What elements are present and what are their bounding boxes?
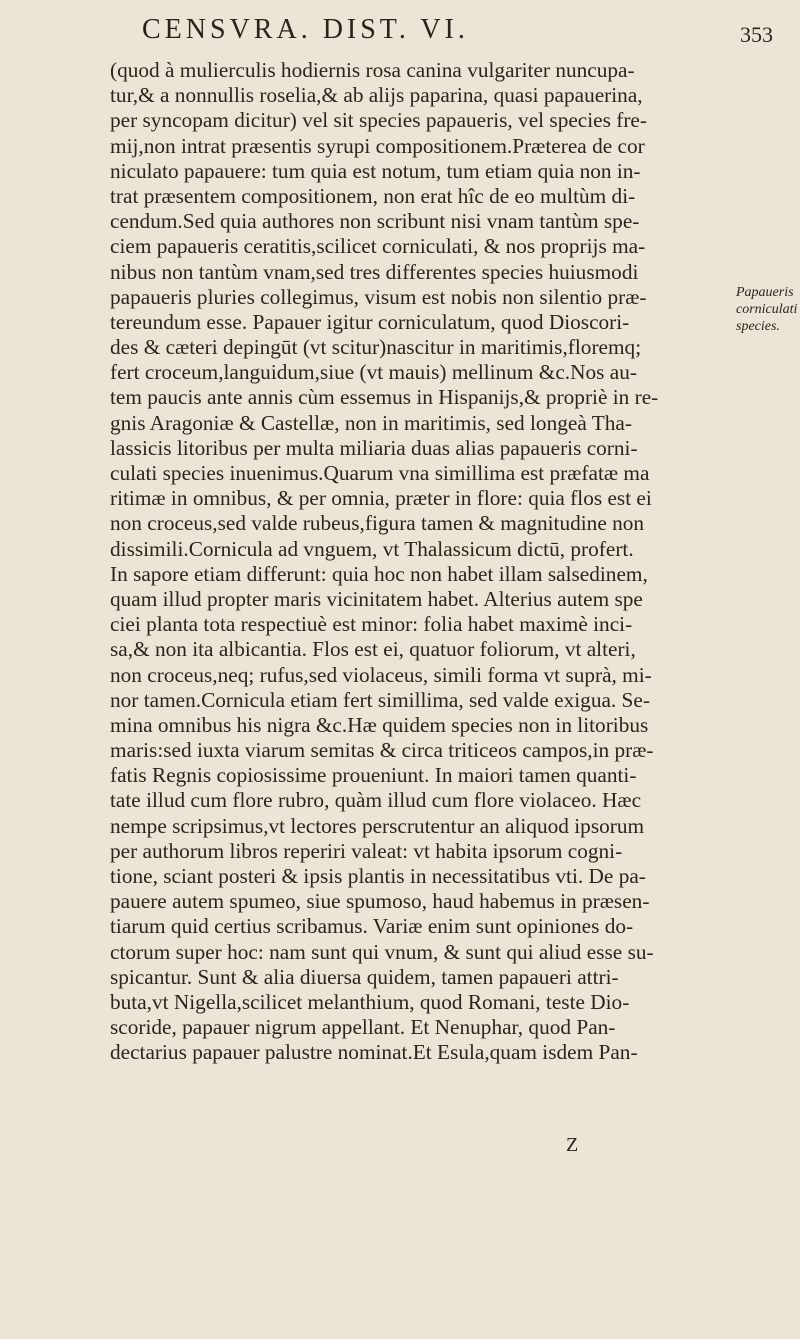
text-line: per syncopam dicitur) vel sit species papaueris, vel species fre- <box>110 108 647 133</box>
text-line: ctorum super hoc: nam sunt qui vnum, & sunt qui aliud esse su- <box>110 939 654 964</box>
text-line: papaueris pluries collegimus, visum est nobis non silentio præ- <box>110 284 647 309</box>
text-line: sa,& non ita albicantia. Flos est ei, quatuor foliorum, vt alteri, <box>110 637 636 662</box>
text-line: tione, sciant posteri & ipsis plantis in necessitatibus vti. De pa- <box>110 864 646 888</box>
text-line: tereundum esse. Papauer igitur corniculatum, quod Dioscori- <box>110 309 630 334</box>
text-line: tur,& a nonnullis roselia,& ab alijs paparina, quasi papauerina, <box>110 83 643 108</box>
text-line: quam illud propter maris vicinitatem habet. Alterius autem spe <box>110 586 643 611</box>
marginal-note <box>736 284 800 335</box>
text-line: nibus non tantùm vnam,sed tres differentes species huiusmodi <box>110 259 639 284</box>
text-line: dissimili.Cornicula ad vnguem, vt Thalassicum dictū, profert. <box>110 536 634 561</box>
text-line: gnis Aragoniæ & Castellæ, non in maritimis, sed longeà Tha- <box>110 410 632 435</box>
text-line: mina omnibus his nigra &c.Hæ quidem species non in litoribus <box>110 712 649 737</box>
text-line: cendum.Sed quia authores non scribunt nisi vnam tantùm spe- <box>110 209 640 234</box>
text-line: mij,non intrat præsentis syrupi compositionem.Præterea de cor <box>110 133 645 158</box>
signature-mark: Z <box>566 1134 579 1156</box>
text-line: fatis Regnis copiosissime proueniunt. In maiori tamen quanti- <box>110 763 637 788</box>
text-line: des & cæteri depingūt (vt scitur)nascitur in maritimis,floremq; <box>110 335 642 360</box>
text-line: ciem papaueris ceratitis,scilicet corniculati, & nos proprijs ma- <box>110 234 646 259</box>
text-line: per authorum libros reperiri valeat: vt habita ipsorum cogni- <box>110 838 623 863</box>
text-line: tem paucis ante annis cùm essemus in Hispanijs,& propriè in re- <box>110 385 659 410</box>
text-line: ritimæ in omnibus, & per omnia, præter in flore: quia flos est ei <box>110 486 652 511</box>
main-text-block <box>110 58 730 1066</box>
running-title: CENSVRA. DIST. VI. <box>142 14 469 45</box>
marginal-note-line: corniculati <box>736 302 798 317</box>
marginal-note-line: species. <box>736 319 780 334</box>
text-line: culati species inuenimus.Quarum vna simillima est præfatæ ma <box>110 461 650 485</box>
text-line: non croceus,sed valde rubeus,figura tamen & magnitudine non <box>110 511 645 536</box>
text-line: niculato papauere: tum quia est notum, tum etiam quia non in- <box>110 158 641 183</box>
text-line: (quod à mulierculis hodiernis rosa canina vulgariter nuncupa- <box>110 58 635 82</box>
text-line: nempe scripsimus,vt lectores perscrutentur an aliquod ipsorum <box>110 813 645 838</box>
page-number: 353 <box>740 22 773 47</box>
text-line: tate illud cum flore rubro, quàm illud cum flore violaceo. Hæc <box>110 788 642 813</box>
text-line: buta,vt Nigella,scilicet melanthium, quod Romani, teste Dio- <box>110 989 630 1014</box>
text-line: lassicis litoribus per multa miliaria duas alias papaueris corni- <box>110 435 638 460</box>
text-line: In sapore etiam differunt: quia hoc non habet illam salsedinem, <box>110 561 648 586</box>
text-line: tiarum quid certius scribamus. Variæ enim sunt opiniones do- <box>110 914 634 939</box>
text-line: ciei planta tota respectiuè est minor: folia habet maximè inci- <box>110 612 633 637</box>
text-line: nor tamen.Cornicula etiam fert simillima, sed valde exigua. Se- <box>110 687 650 712</box>
marginal-note-line: Papaueris <box>736 285 794 300</box>
text-line: fert croceum,languidum,siue (vt mauis) mellinum &c.Nos au- <box>110 360 637 385</box>
text-line: maris:sed iuxta viarum semitas & circa triticeos campos,in præ- <box>110 738 654 763</box>
text-line: non croceus,neq; rufus,sed violaceus, simili forma vt suprà, mi- <box>110 662 652 687</box>
text-line: dectarius papauer palustre nominat.Et Esula,quam isdem Pan- <box>110 1040 638 1065</box>
text-line: pauere autem spumeo, siue spumoso, haud habemus in præsen- <box>110 889 650 914</box>
text-line: scoride, papauer nigrum appellant. Et Nenuphar, quod Pan- <box>110 1015 616 1040</box>
text-line: trat præsentem compositionem, non erat hîc de eo multùm di- <box>110 183 636 208</box>
text-line: spicantur. Sunt & alia diuersa quidem, tamen papaueri attri- <box>110 964 619 989</box>
